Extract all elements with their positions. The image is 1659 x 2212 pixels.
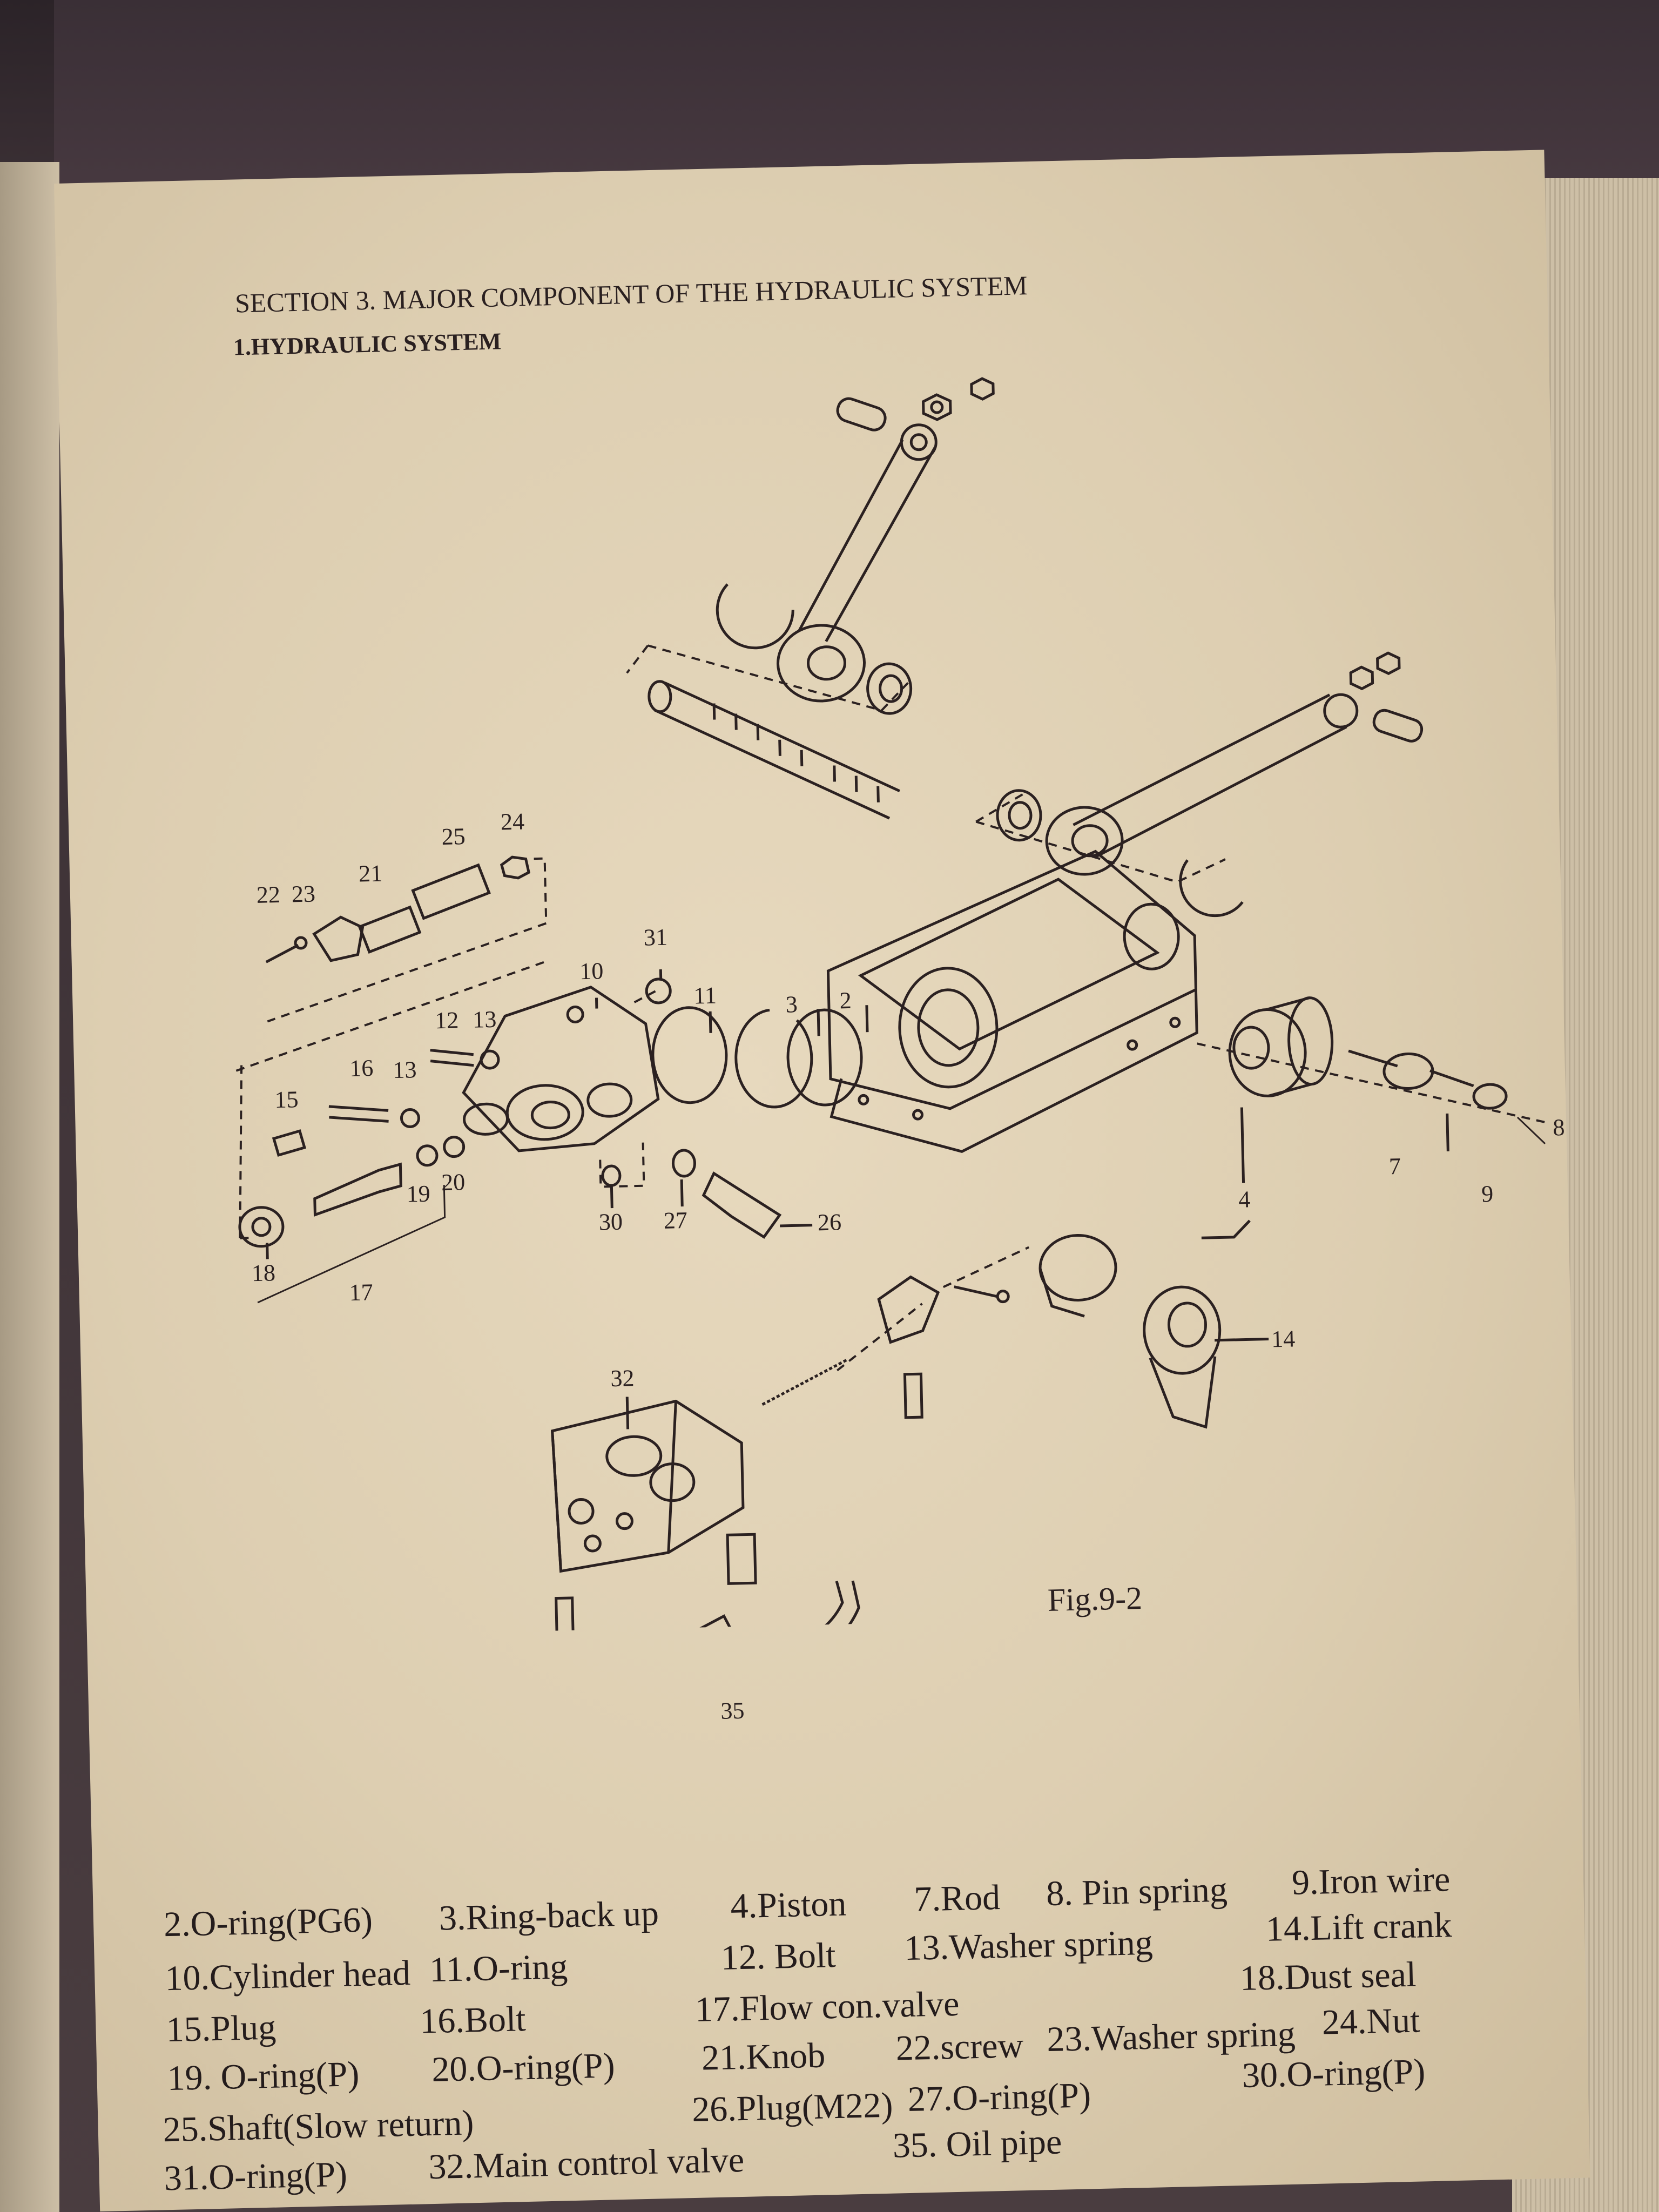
section-title: SECTION 3. MAJOR COMPONENT OF THE HYDRAULIC SYSTEM <box>234 270 1028 319</box>
piston-group <box>1196 993 1545 1151</box>
callout-2: 2 <box>839 987 852 1014</box>
o-ring-31 <box>646 979 671 1003</box>
legend-item-13: 13.Washer spring <box>903 1923 1154 1968</box>
callout-27: 27 <box>663 1206 688 1234</box>
legend-item-24: 24.Nut <box>1321 2000 1421 2042</box>
lift-crank <box>758 1220 1254 1437</box>
legend-item-8: 8. Pin spring <box>1046 1870 1228 1914</box>
splined-shaft <box>649 676 900 824</box>
exploded-parts-diagram <box>54 150 1577 1641</box>
legend-item-25: 25.Shaft(Slow return) <box>162 2103 475 2150</box>
callout-10: 10 <box>579 957 604 985</box>
callout-15: 15 <box>274 1086 299 1114</box>
callout-16: 16 <box>349 1055 374 1082</box>
legend-item-2: 2.O-ring(PG6) <box>163 1900 373 1945</box>
oil-pipe <box>680 1581 861 1641</box>
legend-item-12: 12. Bolt <box>720 1936 837 1978</box>
callout-13b: 13 <box>392 1056 417 1084</box>
callout-24: 24 <box>500 808 525 835</box>
legend-item-30: 30.O-ring(P) <box>1242 2052 1426 2095</box>
callout-25: 25 <box>441 823 466 851</box>
legend-item-4: 4.Piston <box>730 1884 847 1926</box>
callout-20: 20 <box>441 1169 466 1196</box>
figure-caption: Fig.9-2 <box>1047 1580 1143 1618</box>
o-ring-30 <box>603 1166 621 1186</box>
callout-30: 30 <box>598 1208 623 1236</box>
callout-8: 8 <box>1552 1114 1565 1141</box>
head-dashed-box <box>596 991 660 1186</box>
main-control-valve <box>552 1399 757 1641</box>
callout-3: 3 <box>785 991 798 1018</box>
legend-item-9: 9.Iron wire <box>1291 1859 1451 1903</box>
legend-item-7: 7.Rod <box>913 1878 1001 1919</box>
legend-item-17: 17.Flow con.valve <box>694 1984 960 2029</box>
callout-18: 18 <box>251 1259 276 1287</box>
knob-group <box>264 857 531 962</box>
callout-13a: 13 <box>472 1006 497 1033</box>
callout-23: 23 <box>291 880 316 908</box>
callout-9: 9 <box>1481 1181 1494 1208</box>
callout-11: 11 <box>693 982 717 1009</box>
callout-7: 7 <box>1388 1152 1401 1180</box>
callout-35: 35 <box>720 1697 745 1724</box>
callout-4: 4 <box>1238 1186 1251 1213</box>
upper-lift-arm <box>712 379 1001 718</box>
legend-item-3: 3.Ring-back up <box>439 1893 659 1938</box>
legend-item-19: 19. O-ring(P) <box>166 2054 360 2099</box>
subsection-title: 1.HYDRAULIC SYSTEM <box>233 328 502 361</box>
legend-item-22: 22.screw <box>895 2026 1024 2068</box>
legend-item-35: 35. Oil pipe <box>892 2122 1063 2166</box>
manual-page <box>54 150 1590 2211</box>
legend-item-18: 18.Dust seal <box>1239 1954 1417 1999</box>
callout-22: 22 <box>256 881 281 908</box>
callout-31: 31 <box>643 923 668 951</box>
callout-32: 32 <box>610 1365 635 1392</box>
legend-item-27: 27.O-ring(P) <box>907 2075 1091 2120</box>
callout-21: 21 <box>358 860 383 887</box>
legend-item-21: 21.Knob <box>701 2035 826 2078</box>
legend-item-32: 32.Main control valve <box>428 2140 745 2187</box>
legend-item-11: 11.O-ring <box>429 1947 568 1990</box>
callout-17: 17 <box>349 1279 374 1306</box>
legend-item-31: 31.O-ring(P) <box>164 2154 348 2198</box>
plug-26 <box>703 1172 780 1238</box>
callout-19: 19 <box>406 1180 431 1208</box>
legend-item-15: 15.Plug <box>165 2007 276 2050</box>
callout-26: 26 <box>817 1209 842 1236</box>
callout-14: 14 <box>1271 1325 1296 1353</box>
legend-item-16: 16.Bolt <box>419 1999 527 2041</box>
o-ring-27 <box>673 1150 695 1177</box>
left-page-edge <box>0 162 59 2212</box>
legend-item-23: 23.Washer spring <box>1046 2014 1296 2060</box>
legend-item-20: 20.O-ring(P) <box>431 2046 616 2090</box>
legend-item-26: 26.Plug(M22) <box>691 2085 894 2130</box>
callout-12: 12 <box>434 1007 459 1034</box>
legend-item-10: 10.Cylinder head <box>164 1953 411 1999</box>
lift-housing <box>826 849 1199 1154</box>
legend-item-14: 14.Lift crank <box>1265 1905 1453 1949</box>
